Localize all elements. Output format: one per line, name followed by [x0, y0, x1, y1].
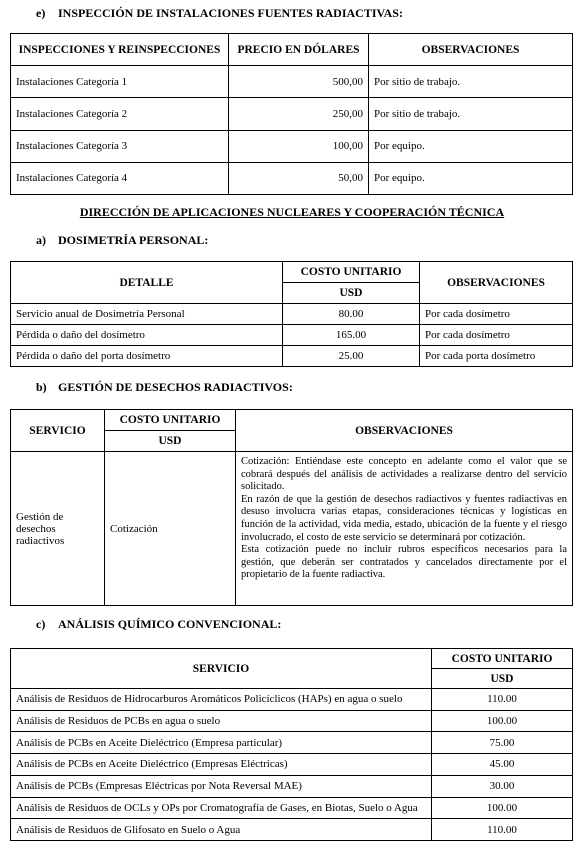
chemical-analysis-table	[10, 648, 573, 841]
table-cell: Pérdida o daño del dosímetro	[11, 325, 283, 346]
table-cell: 500,00	[229, 66, 369, 98]
inspection-table	[10, 33, 573, 195]
table-row	[11, 66, 573, 98]
table-row	[11, 452, 573, 606]
table-cell: Instalaciones Categoría 4	[11, 162, 229, 194]
table-cell: 50,00	[229, 162, 369, 194]
table-cell: Instalaciones Categoría 3	[11, 130, 229, 162]
table-cell: Análisis de PCBs en Aceite Dieléctrico (Empresa particular)	[11, 732, 432, 754]
table-cell: Por cada porta dosímetro	[420, 346, 573, 367]
table-row	[11, 819, 573, 841]
section-number: a)	[36, 233, 46, 247]
column-header: SERVICIO	[11, 410, 105, 452]
table-cell: Gestión de desechos radiactivos	[11, 452, 105, 606]
table-row	[11, 130, 573, 162]
table-cell: 75.00	[432, 732, 573, 754]
table-cell: Servicio anual de Dosimetría Personal	[11, 304, 283, 325]
section-e-heading	[36, 6, 403, 21]
column-header: SERVICIO	[11, 649, 432, 689]
table-cell: Instalaciones Categoría 2	[11, 98, 229, 130]
table-row	[11, 732, 573, 754]
table-cell: 110.00	[432, 819, 573, 841]
column-header: COSTO UNITARIO	[105, 410, 236, 431]
column-header: OBSERVACIONES	[420, 262, 573, 304]
column-subheader: USD	[432, 669, 573, 689]
table-cell: 100.00	[432, 797, 573, 819]
table-row	[11, 346, 573, 367]
section-number: c)	[36, 617, 46, 631]
section-number: e)	[36, 6, 46, 20]
observations-cell	[236, 452, 573, 606]
column-subheader: USD	[105, 431, 236, 452]
table-cell: 250,00	[229, 98, 369, 130]
section-title: GESTIÓN DE DESECHOS RADIACTIVOS:	[58, 380, 293, 394]
column-header: INSPECCIONES Y REINSPECCIONES	[11, 34, 229, 66]
table-row	[11, 162, 573, 194]
column-header: DETALLE	[11, 262, 283, 304]
waste-management-table	[10, 409, 573, 606]
table-cell: 45.00	[432, 754, 573, 776]
direction-title: DIRECCIÓN DE APLICACIONES NUCLEARES Y COOPERACIÓN TÉCNICA	[79, 205, 505, 219]
table-cell: Pérdida o daño del porta dosímetro	[11, 346, 283, 367]
observation-paragraph: Cotización: Entiéndase este concepto en adelante como el valor que se cobrará después del análisis de actividades a realizarse dentro del servicio solicitado.	[241, 456, 567, 493]
table-cell: Por cada dosímetro	[420, 325, 573, 346]
section-title: DOSIMETRÍA PERSONAL:	[58, 233, 209, 247]
observation-paragraph: Esta cotización puede no incluir rubros específicos necesarios para la gestión, que deberán ser contratados y cancelados directamente por el propietario de la fuente radiactiva.	[241, 544, 567, 581]
table-cell: 25.00	[283, 346, 420, 367]
section-a-heading	[36, 233, 208, 248]
table-cell: 100,00	[229, 130, 369, 162]
section-title: INSPECCIÓN DE INSTALACIONES FUENTES RADIACTIVAS:	[58, 6, 403, 20]
table-cell: Por cada dosímetro	[420, 304, 573, 325]
table-cell: Análisis de Residuos de Hidrocarburos Aromáticos Policíclicos (HAPs) en agua o suelo	[11, 689, 432, 711]
column-header: OBSERVACIONES	[369, 34, 573, 66]
table-cell: 100.00	[432, 710, 573, 732]
table-row	[11, 775, 573, 797]
table-row	[11, 325, 573, 346]
table-cell: Análisis de Residuos de Glifosato en Suelo o Agua	[11, 819, 432, 841]
table-cell: Análisis de PCBs en Aceite Dieléctrico (Empresas Eléctricas)	[11, 754, 432, 776]
table-row	[11, 710, 573, 732]
table-row	[11, 98, 573, 130]
table-cell: 165.00	[283, 325, 420, 346]
table-cell: 80.00	[283, 304, 420, 325]
table-cell: Cotización	[105, 452, 236, 606]
table-cell: Análisis de PCBs (Empresas Eléctricas por Nota Reversal MAE)	[11, 775, 432, 797]
section-c-heading	[36, 617, 281, 632]
observation-paragraph: En razón de que la gestión de desechos radiactivos y fuentes radiactivas en desuso involucra varias etapas, consideraciones técnicas y logísticas en función de la actividad, vida media, estado, ubicación de la fuente y el riesgo involucrado, el costo de este servicio se determinará por cotización.	[241, 493, 567, 543]
column-header: OBSERVACIONES	[236, 410, 573, 452]
table-cell: 30.00	[432, 775, 573, 797]
table-cell: Análisis de Residuos de PCBs en agua o suelo	[11, 710, 432, 732]
table-cell: Análisis de Residuos de OCLs y OPs por Cromatografía de Gases, en Biotas, Suelo o Agua	[11, 797, 432, 819]
table-cell: Instalaciones Categoría 1	[11, 66, 229, 98]
column-header: PRECIO EN DÓLARES	[229, 34, 369, 66]
column-header: COSTO UNITARIO	[432, 649, 573, 669]
column-subheader: USD	[283, 283, 420, 304]
section-b-heading	[36, 380, 293, 395]
table-cell: Por equipo.	[369, 130, 573, 162]
table-cell: Por equipo.	[369, 162, 573, 194]
table-row	[11, 754, 573, 776]
table-row	[11, 689, 573, 711]
column-header: COSTO UNITARIO	[283, 262, 420, 283]
table-cell: Por sitio de trabajo.	[369, 98, 573, 130]
dosimetry-table	[10, 261, 573, 367]
section-title: ANÁLISIS QUÍMICO CONVENCIONAL:	[58, 617, 282, 631]
table-row	[11, 304, 573, 325]
section-number: b)	[36, 380, 47, 394]
table-cell: 110.00	[432, 689, 573, 711]
table-row	[11, 797, 573, 819]
table-cell: Por sitio de trabajo.	[369, 66, 573, 98]
